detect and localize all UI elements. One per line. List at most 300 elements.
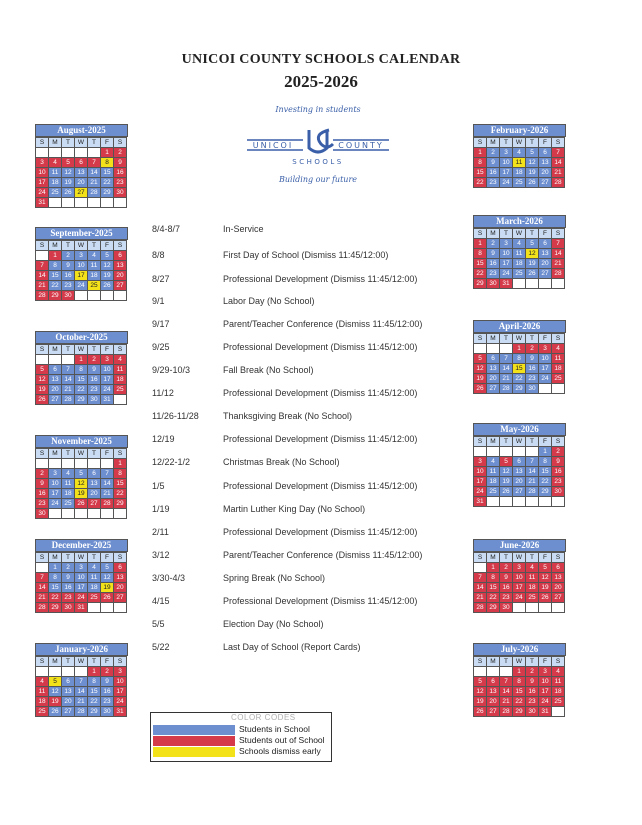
day-cell: 16 (36, 489, 49, 499)
day-cell: 11 (526, 573, 539, 583)
day-cell: 24 (36, 188, 49, 198)
day-cell: 4 (36, 677, 49, 687)
day-cell: 15 (49, 271, 62, 281)
weekday-header: S (552, 553, 565, 563)
weekday-header: W (513, 138, 526, 148)
day-cell: 27 (539, 269, 552, 279)
day-cell: 9 (88, 365, 101, 375)
day-cell: 3 (75, 251, 88, 261)
event-description: Parent/Teacher Conference (Dismiss 11:45/12:00) (223, 550, 423, 560)
logo-word-left: UNICOI (252, 141, 294, 150)
weekday-header: S (114, 241, 127, 251)
day-cell: 11 (487, 467, 500, 477)
day-cell: 19 (526, 168, 539, 178)
logo-word-schools: SCHOOLS (292, 158, 344, 166)
empty-cell (49, 148, 62, 158)
weekday-header: S (36, 553, 49, 563)
day-cell: 25 (114, 385, 127, 395)
month-title: August-2025 (35, 124, 128, 137)
weekday-header: T (526, 229, 539, 239)
day-cell: 12 (526, 158, 539, 168)
day-cell: 20 (75, 178, 88, 188)
empty-cell (88, 603, 101, 613)
day-cell: 21 (75, 697, 88, 707)
day-cell: 19 (526, 259, 539, 269)
legend-swatch-school (153, 725, 235, 735)
day-cell: 11 (114, 365, 127, 375)
day-cell: 17 (75, 271, 88, 281)
day-cell: 5 (474, 677, 487, 687)
empty-cell (500, 344, 513, 354)
day-cell: 25 (526, 593, 539, 603)
day-cell: 3 (500, 148, 513, 158)
day-cell: 12 (101, 573, 114, 583)
day-cell: 3 (500, 239, 513, 249)
logo-word-right: COUNTY (338, 141, 384, 150)
weekday-header: W (75, 241, 88, 251)
weekday-header: T (500, 229, 513, 239)
day-cell: 27 (62, 707, 75, 717)
day-cell: 6 (49, 365, 62, 375)
empty-cell (552, 384, 565, 394)
day-cell: 10 (539, 677, 552, 687)
day-cell: 10 (513, 573, 526, 583)
empty-cell (49, 509, 62, 519)
day-cell: 29 (114, 499, 127, 509)
day-cell: 25 (88, 281, 101, 291)
day-cell: 5 (62, 158, 75, 168)
school-year: 2025-2026 (284, 72, 358, 91)
event-description: Election Day (No School) (223, 619, 324, 629)
month-title: March-2026 (473, 215, 566, 228)
empty-cell (62, 355, 75, 365)
day-cell: 1 (487, 563, 500, 573)
weekday-header: M (49, 345, 62, 355)
day-cell: 2 (62, 563, 75, 573)
day-cell: 10 (114, 677, 127, 687)
day-cell: 16 (62, 271, 75, 281)
day-cell: 12 (539, 573, 552, 583)
weekday-header: F (101, 553, 114, 563)
day-cell: 7 (500, 677, 513, 687)
day-cell: 1 (474, 148, 487, 158)
month-december-2025 (35, 539, 128, 613)
day-cell: 26 (36, 395, 49, 405)
day-cell: 29 (49, 291, 62, 301)
day-cell: 1 (539, 447, 552, 457)
event-description: Parent/Teacher Conference (Dismiss 11:45/12:00) (223, 319, 423, 329)
day-cell: 9 (62, 261, 75, 271)
day-cell: 13 (114, 573, 127, 583)
empty-cell (500, 497, 513, 507)
day-cell: 29 (88, 707, 101, 717)
day-cell: 27 (552, 593, 565, 603)
month-grid (473, 137, 565, 188)
day-cell: 26 (500, 487, 513, 497)
day-cell: 26 (474, 384, 487, 394)
weekday-header: M (487, 437, 500, 447)
day-cell: 10 (500, 158, 513, 168)
day-cell: 3 (36, 158, 49, 168)
day-cell: 3 (539, 344, 552, 354)
month-title: November-2025 (35, 435, 128, 448)
event-date: 9/25 (152, 342, 170, 352)
day-cell: 3 (474, 457, 487, 467)
day-cell: 5 (526, 239, 539, 249)
day-cell: 17 (36, 178, 49, 188)
day-cell: 23 (62, 593, 75, 603)
day-cell: 17 (539, 687, 552, 697)
day-cell: 10 (75, 573, 88, 583)
day-cell: 3 (513, 563, 526, 573)
day-cell: 1 (513, 667, 526, 677)
month-january-2026 (35, 643, 128, 717)
day-cell: 30 (62, 291, 75, 301)
day-cell: 5 (539, 563, 552, 573)
weekday-header: S (36, 138, 49, 148)
month-grid (473, 333, 565, 394)
day-cell: 23 (552, 477, 565, 487)
event-date: 1/5 (152, 481, 165, 491)
day-cell: 24 (75, 281, 88, 291)
day-cell: 20 (88, 489, 101, 499)
day-cell: 16 (88, 375, 101, 385)
day-cell: 7 (526, 457, 539, 467)
day-cell: 8 (101, 158, 114, 168)
weekday-header: M (487, 334, 500, 344)
day-cell: 8 (539, 457, 552, 467)
weekday-header: M (487, 229, 500, 239)
day-cell: 25 (62, 499, 75, 509)
day-cell: 11 (88, 573, 101, 583)
day-cell: 23 (526, 697, 539, 707)
legend-title: COLOR CODES (231, 713, 296, 722)
day-cell: 20 (539, 259, 552, 269)
day-cell: 4 (114, 355, 127, 365)
day-cell: 5 (474, 354, 487, 364)
day-cell: 22 (474, 178, 487, 188)
day-cell: 6 (487, 354, 500, 364)
day-cell: 11 (513, 158, 526, 168)
day-cell: 10 (75, 261, 88, 271)
weekday-header: W (75, 553, 88, 563)
weekday-header: S (114, 657, 127, 667)
empty-cell (88, 459, 101, 469)
empty-cell (49, 459, 62, 469)
weekday-header: S (552, 334, 565, 344)
day-cell: 26 (539, 593, 552, 603)
day-cell: 5 (75, 469, 88, 479)
day-cell: 23 (36, 499, 49, 509)
day-cell: 7 (500, 354, 513, 364)
month-november-2025 (35, 435, 128, 519)
month-february-2026 (473, 124, 566, 188)
empty-cell (36, 355, 49, 365)
empty-cell (62, 198, 75, 208)
empty-cell (513, 497, 526, 507)
day-cell: 16 (552, 467, 565, 477)
event-date: 2/11 (152, 527, 169, 537)
day-cell: 16 (526, 364, 539, 374)
empty-cell (474, 344, 487, 354)
empty-cell (101, 291, 114, 301)
empty-cell (552, 603, 565, 613)
day-cell: 1 (513, 344, 526, 354)
day-cell: 21 (88, 178, 101, 188)
day-cell: 13 (487, 687, 500, 697)
day-cell: 28 (500, 384, 513, 394)
day-cell: 8 (88, 677, 101, 687)
day-cell: 7 (36, 261, 49, 271)
day-cell: 18 (552, 364, 565, 374)
empty-cell (49, 355, 62, 365)
day-cell: 28 (62, 395, 75, 405)
day-cell: 23 (62, 281, 75, 291)
day-cell: 10 (36, 168, 49, 178)
empty-cell (75, 667, 88, 677)
day-cell: 29 (75, 395, 88, 405)
day-cell: 27 (513, 487, 526, 497)
day-cell: 4 (88, 251, 101, 261)
day-cell: 4 (526, 563, 539, 573)
day-cell: 23 (101, 697, 114, 707)
event-description: In-Service (223, 224, 264, 234)
weekday-header: S (114, 449, 127, 459)
weekday-header: S (552, 229, 565, 239)
weekday-header: M (487, 138, 500, 148)
weekday-header: T (88, 241, 101, 251)
weekday-header: F (101, 449, 114, 459)
weekday-header: W (75, 138, 88, 148)
weekday-header: S (114, 138, 127, 148)
day-cell: 1 (75, 355, 88, 365)
day-cell: 26 (474, 707, 487, 717)
day-cell: 12 (474, 364, 487, 374)
day-cell: 29 (539, 487, 552, 497)
day-cell: 2 (88, 355, 101, 365)
day-cell: 13 (513, 467, 526, 477)
empty-cell (114, 509, 127, 519)
day-cell: 10 (500, 249, 513, 259)
day-cell: 25 (88, 593, 101, 603)
logo-tagline-top: Investing in students (275, 105, 361, 114)
day-cell: 2 (114, 148, 127, 158)
day-cell: 8 (49, 261, 62, 271)
weekday-header: W (75, 449, 88, 459)
day-cell: 10 (101, 365, 114, 375)
day-cell: 16 (101, 687, 114, 697)
empty-cell (526, 279, 539, 289)
empty-cell (526, 497, 539, 507)
day-cell: 2 (526, 344, 539, 354)
month-grid (35, 552, 127, 613)
day-cell: 22 (114, 489, 127, 499)
day-cell: 31 (101, 395, 114, 405)
day-cell: 10 (49, 479, 62, 489)
day-cell: 4 (513, 148, 526, 158)
day-cell: 27 (539, 178, 552, 188)
day-cell: 20 (552, 583, 565, 593)
day-cell: 7 (62, 365, 75, 375)
event-description: Last Day of School (Report Cards) (223, 642, 361, 652)
day-cell: 28 (552, 178, 565, 188)
day-cell: 5 (101, 563, 114, 573)
day-cell: 23 (114, 178, 127, 188)
empty-cell (114, 198, 127, 208)
day-cell: 6 (539, 148, 552, 158)
month-may-2026 (473, 423, 566, 507)
weekday-header: S (474, 437, 487, 447)
event-description: Professional Development (Dismiss 11:45/12:00) (223, 481, 418, 491)
legend-label-school: Students in School (239, 724, 310, 734)
day-cell: 26 (101, 281, 114, 291)
weekday-header: W (75, 657, 88, 667)
day-cell: 18 (487, 477, 500, 487)
day-cell: 22 (101, 178, 114, 188)
day-cell: 26 (101, 593, 114, 603)
empty-cell (101, 603, 114, 613)
day-cell: 15 (88, 687, 101, 697)
day-cell: 6 (513, 457, 526, 467)
day-cell: 4 (552, 344, 565, 354)
day-cell: 22 (75, 385, 88, 395)
weekday-header: S (474, 657, 487, 667)
day-cell: 19 (49, 697, 62, 707)
weekday-header: T (88, 657, 101, 667)
day-cell: 22 (513, 374, 526, 384)
empty-cell (101, 509, 114, 519)
day-cell: 24 (539, 697, 552, 707)
empty-cell (101, 198, 114, 208)
day-cell: 20 (49, 385, 62, 395)
day-cell: 7 (552, 239, 565, 249)
day-cell: 20 (539, 168, 552, 178)
day-cell: 8 (474, 158, 487, 168)
legend-label-early: Schools dismiss early (239, 746, 321, 756)
day-cell: 3 (75, 563, 88, 573)
day-cell: 12 (500, 467, 513, 477)
month-grid (35, 240, 127, 301)
day-cell: 6 (75, 158, 88, 168)
event-date: 9/17 (152, 319, 170, 329)
day-cell: 13 (552, 573, 565, 583)
day-cell: 15 (487, 583, 500, 593)
day-cell: 28 (552, 269, 565, 279)
day-cell: 19 (474, 697, 487, 707)
day-cell: 7 (88, 158, 101, 168)
empty-cell (75, 198, 88, 208)
day-cell: 13 (49, 375, 62, 385)
day-cell: 18 (49, 178, 62, 188)
event-date: 12/19 (152, 434, 175, 444)
weekday-header: S (474, 553, 487, 563)
month-grid (473, 228, 565, 289)
event-date: 5/5 (152, 619, 165, 629)
day-cell: 12 (49, 687, 62, 697)
day-cell: 28 (526, 487, 539, 497)
day-cell: 3 (114, 667, 127, 677)
event-date: 3/12 (152, 550, 170, 560)
month-title: June-2026 (473, 539, 566, 552)
empty-cell (88, 509, 101, 519)
month-march-2026 (473, 215, 566, 289)
day-cell: 11 (49, 168, 62, 178)
day-cell: 16 (114, 168, 127, 178)
weekday-header: T (500, 138, 513, 148)
event-description: Professional Development (Dismiss 11:45/12:00) (223, 527, 418, 537)
day-cell: 19 (500, 477, 513, 487)
day-cell: 21 (552, 259, 565, 269)
day-cell: 14 (526, 467, 539, 477)
day-cell: 16 (487, 259, 500, 269)
weekday-header: M (49, 449, 62, 459)
day-cell: 11 (88, 261, 101, 271)
weekday-header: S (36, 241, 49, 251)
day-cell: 9 (526, 677, 539, 687)
weekday-header: W (513, 657, 526, 667)
day-cell: 14 (500, 687, 513, 697)
day-cell: 18 (513, 168, 526, 178)
day-cell: 23 (500, 593, 513, 603)
day-cell: 2 (552, 447, 565, 457)
day-cell: 17 (114, 687, 127, 697)
day-cell: 20 (114, 271, 127, 281)
empty-cell (114, 603, 127, 613)
day-cell: 2 (101, 667, 114, 677)
day-cell: 2 (487, 239, 500, 249)
day-cell: 17 (500, 259, 513, 269)
event-date: 12/22-1/2 (152, 457, 191, 467)
day-cell: 6 (114, 251, 127, 261)
empty-cell (75, 459, 88, 469)
page-title: UNICOI COUNTY SCHOOLS CALENDAR (181, 52, 461, 67)
weekday-header: T (62, 241, 75, 251)
day-cell: 11 (552, 677, 565, 687)
event-description: First Day of School (Dismiss 11:45/12:00) (223, 250, 389, 260)
day-cell: 24 (49, 499, 62, 509)
day-cell: 12 (75, 479, 88, 489)
empty-cell (474, 447, 487, 457)
weekday-header: S (474, 334, 487, 344)
district-logo (243, 100, 393, 190)
day-cell: 19 (474, 374, 487, 384)
day-cell: 28 (474, 603, 487, 613)
month-grid (473, 656, 565, 717)
day-cell: 21 (101, 489, 114, 499)
weekday-header: M (49, 138, 62, 148)
day-cell: 16 (62, 583, 75, 593)
weekday-header: W (513, 437, 526, 447)
day-cell: 6 (88, 469, 101, 479)
weekday-header: S (474, 229, 487, 239)
weekday-header: F (539, 657, 552, 667)
month-title: September-2025 (35, 227, 128, 240)
day-cell: 29 (101, 188, 114, 198)
empty-cell (513, 603, 526, 613)
day-cell: 8 (49, 573, 62, 583)
day-cell: 14 (88, 168, 101, 178)
day-cell: 23 (487, 178, 500, 188)
day-cell: 8 (513, 677, 526, 687)
month-august-2025 (35, 124, 128, 208)
day-cell: 19 (62, 178, 75, 188)
day-cell: 15 (101, 168, 114, 178)
day-cell: 28 (36, 603, 49, 613)
day-cell: 1 (101, 148, 114, 158)
day-cell: 20 (114, 583, 127, 593)
weekday-header: F (539, 229, 552, 239)
weekday-header: T (500, 334, 513, 344)
